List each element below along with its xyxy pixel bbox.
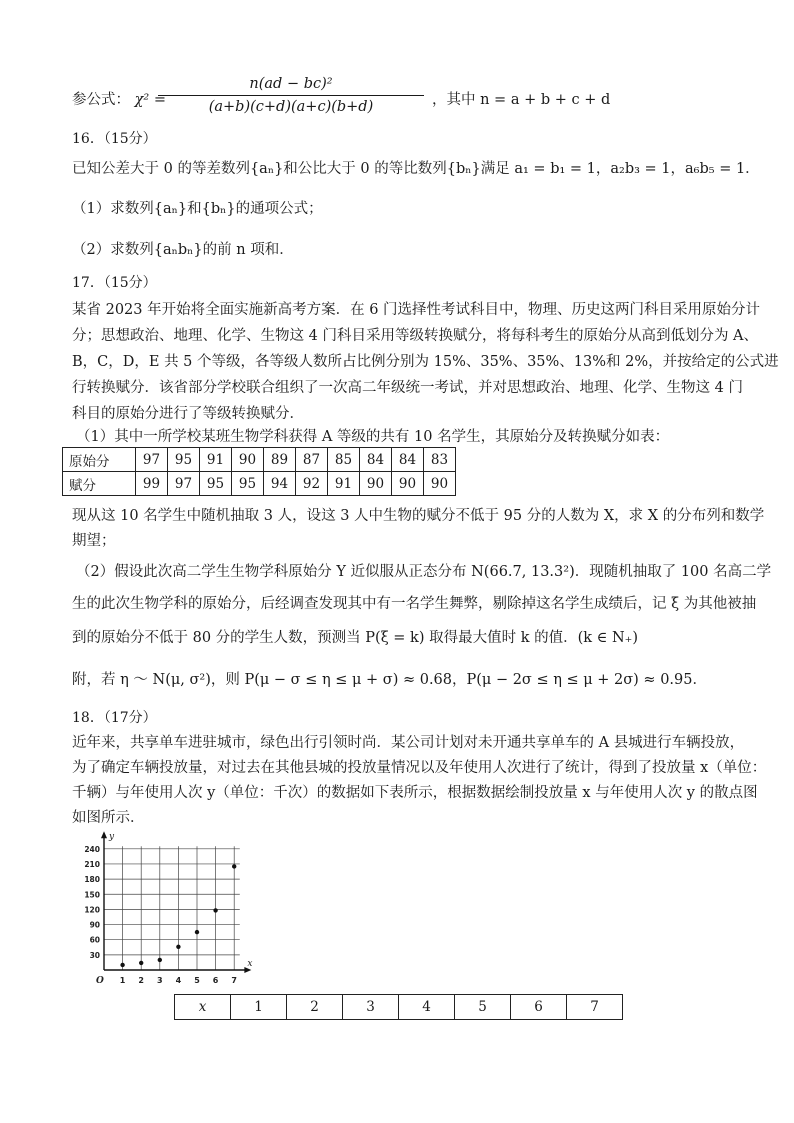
- q17-line: 分；思想政治、地理、化学、生物这 4 门科目采用等级转换赋分，将每科考生的原始分从高到低划分为 A、: [72, 328, 759, 344]
- x-tick-label: 5: [194, 976, 200, 985]
- table-cell: 84: [360, 448, 392, 472]
- table-cell: 5: [455, 995, 511, 1020]
- q17-line: 科目的原始分进行了等级转换赋分．: [72, 406, 304, 422]
- y-tick-label: 240: [84, 844, 100, 854]
- q16-part2: （2）求数列{aₙbₙ}的前 n 项和．: [72, 242, 294, 258]
- q17-line: 某省 2023 年开始将全面实施新高考方案．在 6 门选择性考试科目中，物理、历史这两门科目采用原始分计: [72, 302, 761, 318]
- q17-part2: （2）假设此次高二学生生物学科原始分 Y 近似服从正态分布 N(66.7, 13.3²)．现随机抽取了 100 名高二学: [76, 564, 772, 580]
- q18-line: 千辆）与年使用人次 y（单位：千次）的数据如下表所示，根据数据绘制投放量 x 与年使用人次 y 的散点图: [72, 785, 758, 801]
- y-tick-label: 150: [84, 890, 100, 900]
- q18-line: 近年来，共享单车进驻城市，绿色出行引领时尚．某公司计划对未开通共享单车的 A 县城进行车辆投放，: [72, 735, 745, 751]
- fraction-numerator: n(ad − bc)²: [249, 76, 333, 92]
- q17-part2: 生的此次生物学科的原始分，后经调查发现其中有一名学生舞弊，剔除掉这名学生成绩后，记 ξ 为其他被抽: [72, 596, 757, 612]
- score-table: [62, 447, 456, 496]
- origin-label: O: [96, 976, 104, 986]
- table-cell: 92: [296, 472, 328, 496]
- table-cell: 90: [360, 472, 392, 496]
- q17-line: 行转换赋分．该省部分学校联合组织了一次高二年级统一考试，并对思想政治、地理、化学、生物这 4 门: [72, 380, 743, 396]
- table-cell: 6: [511, 995, 567, 1020]
- table-cell: 83: [424, 448, 456, 472]
- row-header: 赋分: [63, 472, 136, 496]
- table-cell: 97: [136, 448, 168, 472]
- row-header: 原始分: [63, 448, 136, 472]
- formula-suffix: ，其中 n = a + b + c + d: [432, 92, 611, 108]
- table-cell: 95: [232, 472, 264, 496]
- table-cell: 97: [168, 472, 200, 496]
- x-tick-label: 4: [175, 976, 182, 985]
- table-cell: 3: [343, 995, 399, 1020]
- table-cell: 85: [328, 448, 360, 472]
- scatter-point: [158, 958, 162, 962]
- table-cell: 95: [168, 448, 200, 472]
- table-row: [175, 995, 623, 1020]
- table-cell: x: [175, 995, 231, 1020]
- scatter-point: [195, 930, 199, 934]
- table-cell: 4: [399, 995, 455, 1020]
- q17-part1-question: 现从这 10 名学生中随机抽取 3 人，设这 3 人中生物的赋分不低于 95 分的人数为 X，求 X 的分布列和数学: [72, 508, 765, 524]
- table-cell: 90: [424, 472, 456, 496]
- scatter-point: [232, 864, 236, 868]
- x-tick-label: 6: [212, 976, 219, 985]
- scatter-plot: [70, 822, 272, 994]
- y-axis-arrow: [101, 831, 107, 838]
- q17-appendix: 附，若 η ～ N(μ, σ²)，则 P(μ − σ ≤ η ≤ μ + σ) ≈ 0.68，P(μ − 2σ ≤ η ≤ μ + 2σ) ≈ 0.95．: [72, 672, 707, 688]
- table-cell: 84: [392, 448, 424, 472]
- table-cell: 91: [200, 448, 232, 472]
- y-tick-label: 60: [89, 935, 100, 945]
- table-cell: 89: [264, 448, 296, 472]
- chi-square-fraction: [158, 74, 424, 117]
- table-cell: 90: [232, 448, 264, 472]
- q17-header: 17．（15分）: [72, 275, 157, 291]
- table-cell: 94: [264, 472, 296, 496]
- q16-header: 16．（15分）: [72, 131, 157, 147]
- table-cell: 1: [231, 995, 287, 1020]
- x-axis-label: x: [247, 959, 253, 969]
- table-cell: 2: [287, 995, 343, 1020]
- formula-label: 参公式： χ² =: [72, 92, 166, 108]
- scatter-point: [213, 908, 217, 912]
- table-cell: 95: [200, 472, 232, 496]
- q18-header: 18．（17分）: [72, 710, 157, 726]
- scatter-point: [139, 961, 143, 965]
- q17-part1: （1）其中一所学校某班生物学科获得 A 等级的共有 10 名学生，其原始分及转换赋分如表：: [76, 429, 670, 445]
- x-tick-label: 3: [157, 976, 163, 985]
- x-tick-label: 2: [138, 976, 144, 985]
- y-tick-label: 90: [89, 920, 100, 930]
- fraction-denominator: (a+b)(c+d)(a+c)(b+d): [208, 99, 374, 115]
- table-cell: 99: [136, 472, 168, 496]
- table-row: [63, 472, 456, 496]
- x-tick-label: 1: [119, 976, 126, 985]
- y-axis-label: y: [109, 832, 115, 843]
- table-cell: 87: [296, 448, 328, 472]
- table-cell: 90: [392, 472, 424, 496]
- table-row: [63, 448, 456, 472]
- scatter-point: [176, 945, 180, 949]
- q17-line: B，C，D，E 共 5 个等级，各等级人数所占比例分别为 15%、35%、35%、13%和 2%，并按给定的公式进: [72, 354, 779, 370]
- y-tick-label: 120: [84, 905, 100, 915]
- y-tick-label: 210: [84, 859, 100, 869]
- fraction-bar: [158, 95, 424, 96]
- scatter-point: [120, 963, 124, 967]
- table-cell: 7: [567, 995, 623, 1020]
- q18-line: 为了确定车辆投放量，对过去在其他县城的投放量情况以及年使用人次进行了统计，得到了投放量 x（单位：: [72, 760, 767, 776]
- q18-line: 如图所示．: [72, 810, 145, 826]
- q16-part1: （1）求数列{aₙ}和{bₙ}的通项公式；: [72, 201, 323, 217]
- scatter-svg: [70, 822, 272, 994]
- y-tick-label: 30: [89, 950, 100, 960]
- q16-stem: 已知公差大于 0 的等差数列{aₙ}和公比大于 0 的等比数列{bₙ}满足 a₁ = b₁ = 1，a₂b₃ = 1，a₆b₅ = 1．: [72, 161, 760, 177]
- data-table: [174, 994, 623, 1020]
- y-tick-label: 180: [84, 875, 100, 885]
- q17-part2: 到的原始分不低于 80 分的学生人数，预测当 P(ξ = k) 取得最大值时 k 的值．(k ∈ N₊): [72, 630, 638, 646]
- x-tick-label: 7: [231, 976, 237, 985]
- q17-part1-question: 期望；: [72, 533, 116, 549]
- table-cell: 91: [328, 472, 360, 496]
